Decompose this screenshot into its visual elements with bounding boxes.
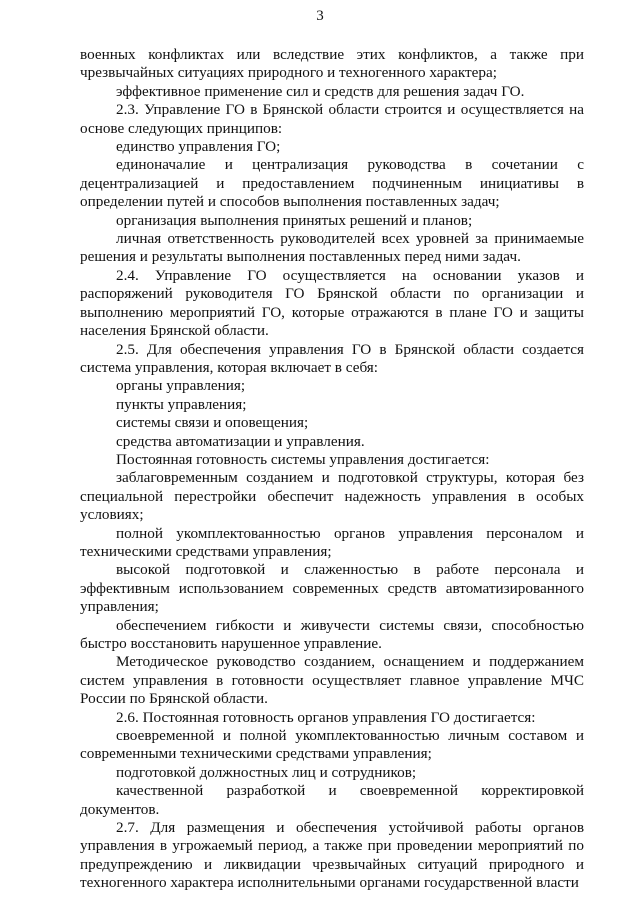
document-body (80, 46, 584, 893)
paragraph: пункты управления; (116, 395, 247, 413)
paragraph: организация выполнения принятых решений и планов; (116, 211, 473, 229)
page-number: 3 (316, 8, 324, 24)
paragraph: 2.3. Управление ГО в Брянской области строится и осуществляется на основе следующих принципов: (80, 101, 584, 137)
paragraph: 2.4. Управление ГО осуществляется на основании указов и распоряжений руководителя ГО Брянской области по организации и выполнению мероприятий ГО, которые отражаются в плане ГО и защиты населения Брянской области. (80, 266, 584, 340)
paragraph: эффективное применение сил и средств для решения задач ГО. (116, 82, 525, 100)
paragraph: высокой подготовкой и слаженностью в работе персонала и эффективным использованием современных средств автоматизированного управления; (80, 561, 584, 616)
paragraph: 2.7. Для размещения и обеспечения устойчивой работы органов управления в угрожаемый период, а также при проведении мероприятий по предупреждению и ликвидации чрезвычайных ситуаций природного и техногенного характера исполнительными органами государственной власти (80, 819, 584, 892)
paragraph: подготовкой должностных лиц и сотрудников; (116, 763, 417, 781)
paragraph: единоначалие и централизация руководства в сочетании с децентрализацией и предоставлением подчиненным инициативы в определении путей и способов выполнения поставленных задач; (80, 156, 584, 211)
paragraph: военных конфликтах или вследствие этих конфликтов, а также при чрезвычайных ситуациях природного и техногенного характера; (80, 46, 584, 82)
paragraph: полной укомплектованностью органов управления персоналом и техническими средствами управления; (80, 524, 584, 560)
paragraph: единство управления ГО; (116, 138, 281, 156)
paragraph: заблаговременным созданием и подготовкой структуры, которая без специальной перестройки обеспечит надежность управления в особых условиях; (80, 469, 584, 524)
paragraph: органы управления; (116, 377, 246, 395)
paragraph: своевременной и полной укомплектованностью личным составом и современными техническими средствами управления; (80, 727, 584, 763)
paragraph: качественной разработкой и своевременной корректировкой документов. (80, 782, 584, 818)
paragraph: системы связи и оповещения; (116, 414, 309, 432)
paragraph: средства автоматизации и управления. (116, 432, 365, 450)
paragraph: обеспечением гибкости и живучести системы связи, способностью быстро восстановить нарушенное управление. (80, 616, 584, 652)
paragraph: Методическое руководство созданием, оснащением и поддержанием систем управления в готовности осуществляет главное управление МЧС России по Брянской области. (80, 653, 584, 708)
paragraph: Постоянная готовность системы управления достигается: (116, 450, 490, 468)
paragraph: 2.6. Постоянная готовность органов управления ГО достигается: (116, 708, 536, 726)
paragraph: 2.5. Для обеспечения управления ГО в Брянской области создается система управления, которая включает в себя: (80, 340, 584, 376)
paragraph: личная ответственность руководителей всех уровней за принимаемые решения и результаты выполнения поставленных перед ними задач. (80, 230, 584, 266)
